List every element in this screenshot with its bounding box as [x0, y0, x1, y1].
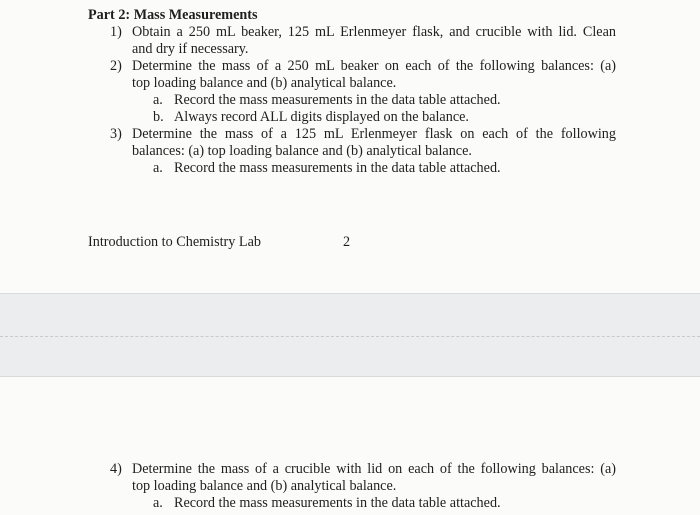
substep-text: Record the mass measurements in the data table attached. [174, 92, 501, 108]
document-page-2 [0, 377, 700, 515]
step-number: 1) [110, 24, 122, 40]
step-text-line: Obtain a 250 mL beaker, 125 mL Erlenmeyer flask, and crucible with lid. Clean [132, 24, 616, 40]
page-divider [0, 336, 700, 337]
page-number: 2 [343, 234, 351, 250]
step-number: 4) [110, 461, 122, 477]
substep-letter: b. [153, 109, 164, 125]
footer-title: Introduction to Chemistry Lab [88, 234, 261, 250]
substep-letter: a. [153, 160, 163, 176]
substep-text: Record the mass measurements in the data table attached. [174, 495, 501, 511]
substep-letter: a. [153, 92, 163, 108]
step-number: 2) [110, 58, 122, 74]
step-text-line: Determine the mass of a 250 mL beaker on each of the following balances: (a) [132, 58, 616, 74]
step-text-line: top loading balance and (b) analytical balance. [132, 75, 397, 91]
substep-text: Always record ALL digits displayed on the balance. [174, 109, 469, 125]
step-number: 3) [110, 126, 122, 142]
step-text-line: balances: (a) top loading balance and (b) analytical balance. [132, 143, 472, 159]
substep-text: Record the mass measurements in the data table attached. [174, 160, 501, 176]
page-break [0, 293, 700, 377]
substep-letter: a. [153, 495, 163, 511]
section-title: Part 2: Mass Measurements [88, 7, 258, 23]
step-text-line: and dry if necessary. [132, 41, 249, 57]
step-text-line: top loading balance and (b) analytical balance. [132, 478, 397, 494]
step-text-line: Determine the mass of a 125 mL Erlenmeyer flask on each of the following [132, 126, 616, 142]
step-text-line: Determine the mass of a crucible with lid on each of the following balances: (a) [132, 461, 616, 477]
